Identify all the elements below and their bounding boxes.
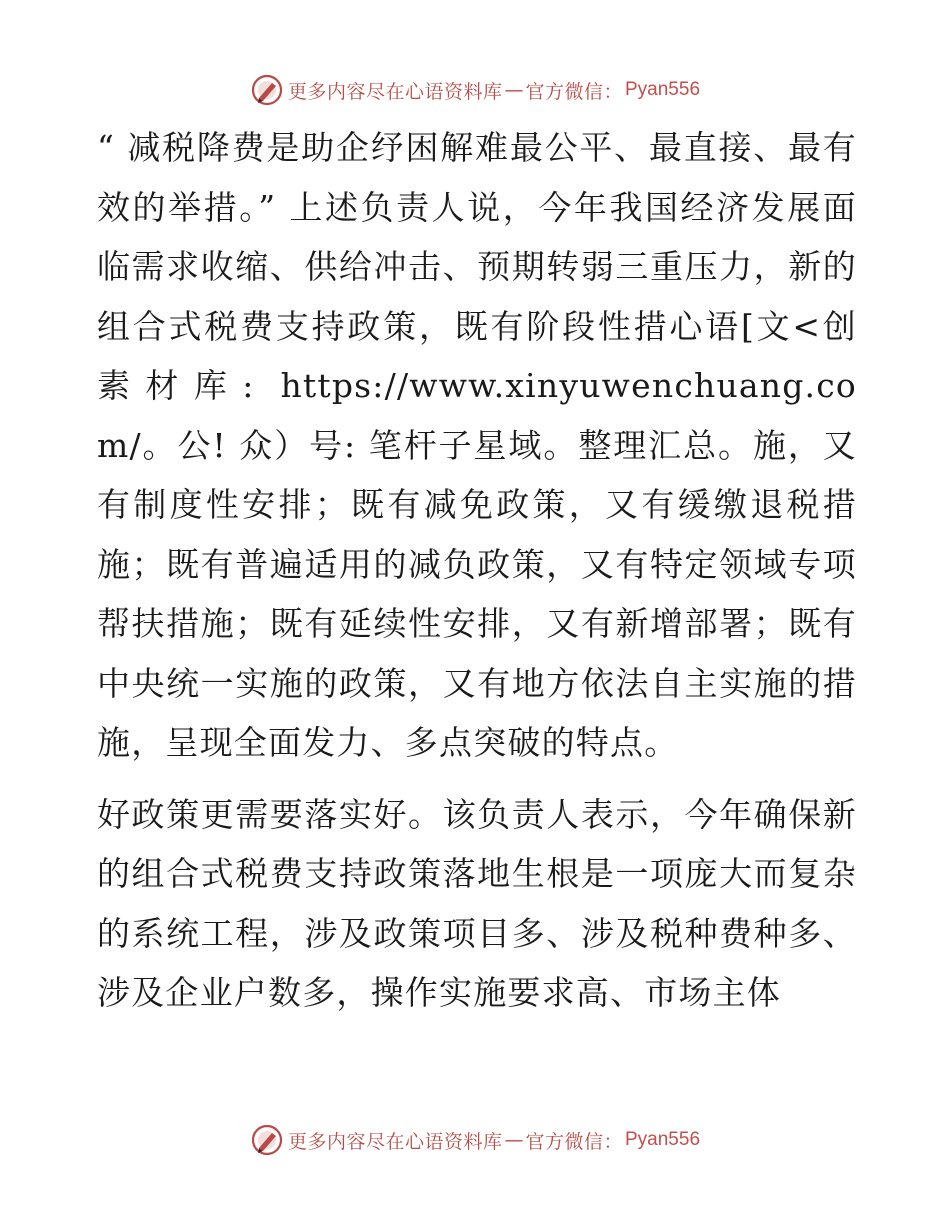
pen-logo-icon bbox=[250, 73, 284, 107]
banner-wechat-label: 官方微信： bbox=[525, 1130, 623, 1153]
banner-wechat-label: 官方微信： bbox=[525, 80, 623, 103]
banner-wechat-id: Pyan556 bbox=[625, 79, 701, 100]
header-banner bbox=[0, 70, 950, 110]
pen-logo-icon bbox=[250, 1123, 284, 1157]
document-body bbox=[97, 118, 857, 1023]
banner-title: 更多内容尽在心语资料库 bbox=[287, 1130, 503, 1153]
banner-title: 更多内容尽在心语资料库 bbox=[287, 80, 503, 103]
banner-separator: — bbox=[504, 79, 524, 101]
footer-banner bbox=[0, 1120, 950, 1160]
banner-separator: — bbox=[504, 1129, 524, 1151]
paragraph-2: 好政策更需要落实好。该负责人表示，今年确保新的组合式税费支持政策落地生根是一项庞大而复杂的系统工程，涉及政策项目多、涉及税种费种多、涉及企业户数多，操作实施要求高、市场主体 bbox=[97, 794, 857, 1012]
banner-wechat-id: Pyan556 bbox=[625, 1129, 701, 1150]
paragraph-1: “ 减税降费是助企纾困解难最公平、最直接、最有效的举措。” 上述负责人说，今年我国经济发展面临需求收缩、供给冲击、预期转弱三重压力，新的组合式税费支持政策，既有阶段性措心语[文<创素材库: https://www.xinyuwenchuang.com/。公! 众）号: 笔杆子星域。整理汇总。施，又有制度性安排；既有减免政策，又有缓缴退税措施；既有普遍适用的减负政策，又有特定领域专项帮扶措施；既有延续性安排，又有新增部署；既有中央统一实施的政策，又有地方依法自主实施的措施，呈现全面发力、多点突破的特点。 bbox=[97, 128, 857, 762]
